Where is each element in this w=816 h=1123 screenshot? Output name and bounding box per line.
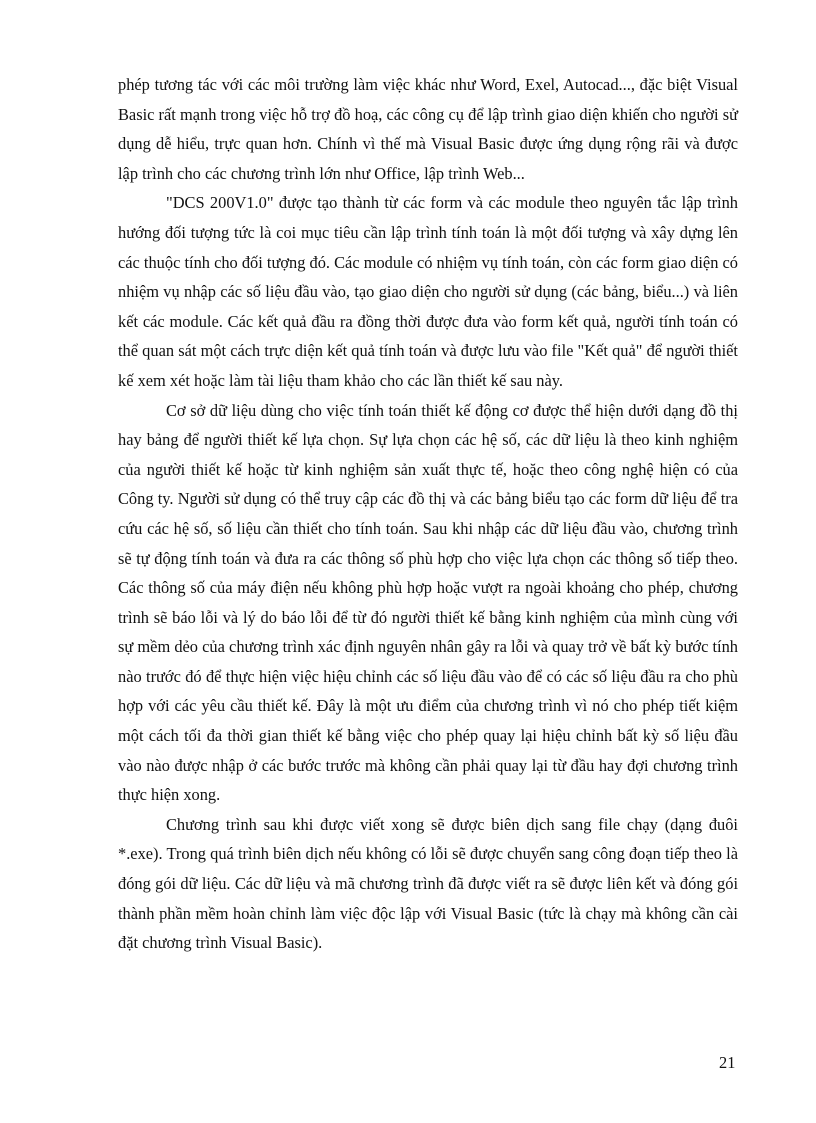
- paragraph-database: Cơ sở dữ liệu dùng cho việc tính toán thiết kế động cơ được thể hiện dưới dạng đồ thị hay bảng để người thiết kế lựa chọn. Sự lựa chọn các hệ số, các dữ liệu là theo kinh nghiệm của người thiết kế hoặc từ kinh nghiệm sản xuất thực tế, hoặc theo công nghệ hiện có của Công ty. Người sử dụng có thể truy cập các đồ thị và các bảng biểu tạo các form dữ liệu để tra cứu các hệ số, số liệu cần thiết cho tính toán. Sau khi nhập các dữ liệu đầu vào, chương trình sẽ tự động tính toán và đưa ra các thông số phù hợp cho việc lựa chọn các thông số tiếp theo. Các thông số của máy điện nếu không phù hợp hoặc vượt ra ngoài khoảng cho phép, chương trình sẽ báo lỗi và lý do báo lỗi để từ đó người thiết kế bằng kinh nghiệm của mình cùng với sự mềm dẻo của chương trình xác định nguyên nhân gây ra lỗi và quay trở về bất kỳ bước tính nào trước đó để thực hiện việc hiệu chỉnh các số liệu đầu vào để có các số liệu đầu ra cho phù hợp với các yêu cầu thiết kế. Đây là một ưu điểm của chương trình vì nó cho phép tiết kiệm một cách tối đa thời gian thiết kế bằng việc cho phép quay lại hiệu chỉnh bất kỳ số liệu đầu vào nào được nhập ở các bước trước mà không cần phải quay lại từ đầu hay đợi chương trình thực hiện xong.: [118, 400, 738, 805]
- page-number: 21: [719, 1053, 736, 1072]
- paragraph-continued: phép tương tác với các môi trường làm việc khác như Word, Exel, Autocad..., đặc biệt Visual Basic rất mạnh trong việc hỗ trợ đồ hoạ, các công cụ để lập trình giao diện khiến cho người sử dụng dễ hiểu, trực quan hơn. Chính vì thế mà Visual Basic được ứng dụng rộng rãi và được lập trình cho các chương trình lớn như Office, lập trình Web...: [118, 75, 738, 183]
- paragraph-compilation: Chương trình sau khi được viết xong sẽ được biên dịch sang file chạy (dạng đuôi *.exe). Trong quá trình biên dịch nếu không có lỗi sẽ được chuyển sang công đoạn tiếp theo là đóng gói dữ liệu. Các dữ liệu và mã chương trình đã được viết ra sẽ được liên kết và đóng gói thành phần mềm hoàn chỉnh làm việc độc lập với Visual Basic (tức là chạy mà không cần cài đặt chương trình Visual Basic).: [118, 814, 738, 953]
- page-body: [118, 70, 738, 958]
- paragraph-dcs-program-structure: "DCS 200V1.0" được tạo thành từ các form và các module theo nguyên tắc lập trình hướng đối tượng tức là coi mục tiêu cần lập trình tính toán là một đối tượng và xây dựng lên các thuộc tính cho đối tượng đó. Các module có nhiệm vụ tính toán, còn các form giao diện có nhiệm vụ nhập các số liệu đầu vào, tạo giao diện cho người sử dụng (các bảng, biểu...) và liên kết các module. Các kết quả đầu ra đồng thời được đưa vào form kết quả, người tính toán có thể quan sát một cách trực diện kết quả tính toán và được lưu vào file "Kết quả" để người thiết kế xem xét hoặc làm tài liệu tham khảo cho các lần thiết kế sau này.: [118, 193, 738, 390]
